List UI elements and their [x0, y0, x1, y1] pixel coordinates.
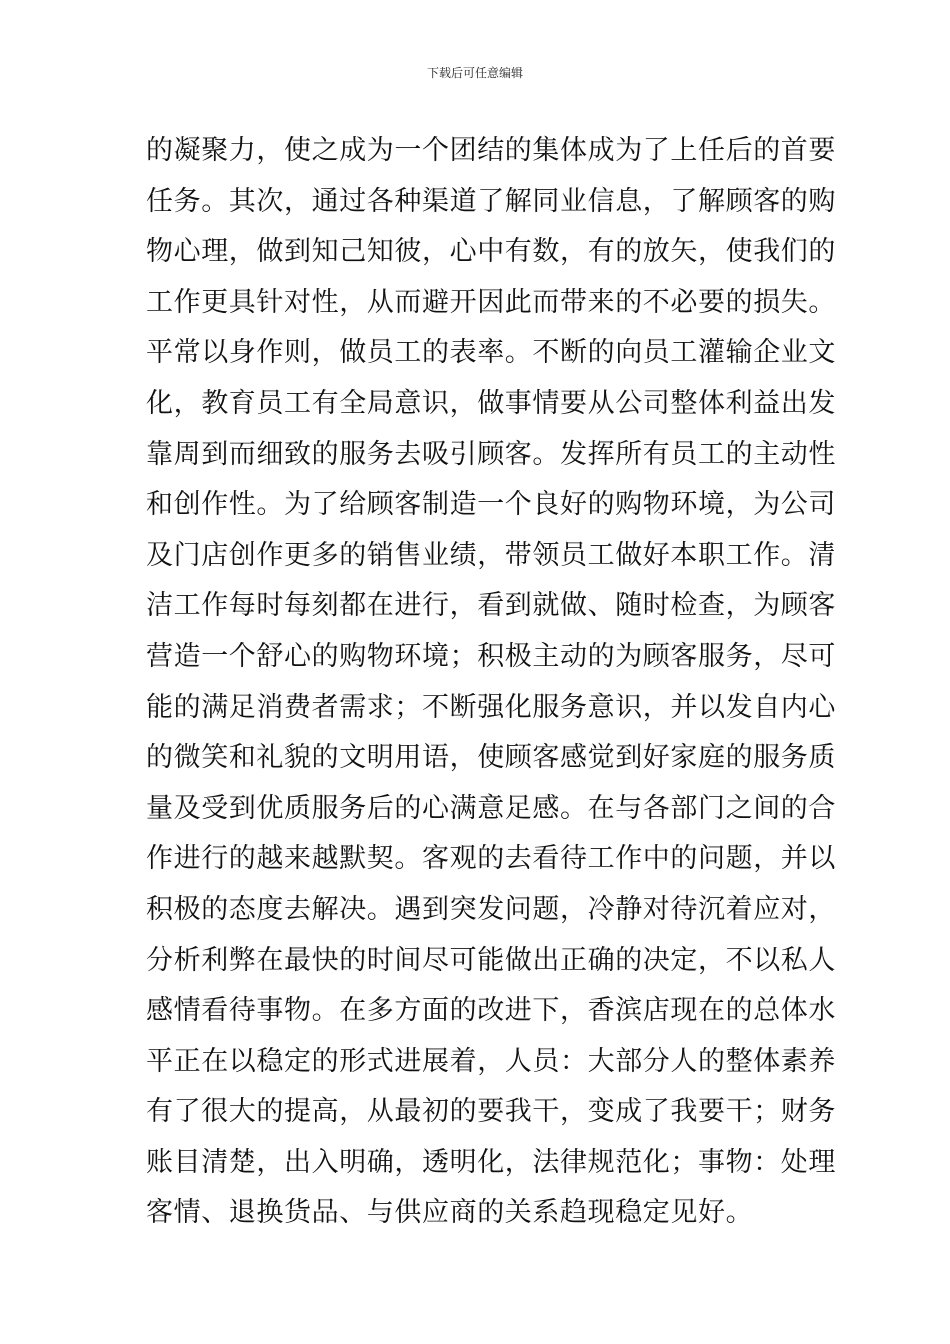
text-line: 的凝聚力，使之成为一个团结的集体成为了上任后的首要 [146, 135, 836, 166]
text-line: 及门店创作更多的销售业绩，带领员工做好本职工作。清 [146, 539, 836, 571]
text-line: 客情、退换货品、与供应商的关系趋现稳定见好。 [146, 1197, 754, 1229]
body-paragraph [146, 126, 836, 1239]
text-line: 化，教育员工有全局意识，做事情要从公司整体利益出发 [146, 387, 836, 419]
text-line: 任务。其次，通过各种渠道了解同业信息，了解顾客的购 [146, 185, 836, 217]
text-line: 靠周到而细致的服务去吸引顾客。发挥所有员工的主动性 [146, 438, 836, 470]
text-line: 平正在以稳定的形式进展着，人员：大部分人的整体素养 [146, 1045, 836, 1077]
text-line: 能的满足消费者需求；不断强化服务意识，并以发自内心 [146, 691, 836, 723]
text-line: 和创作性。为了给顾客制造一个良好的购物环境，为公司 [146, 489, 836, 521]
text-line: 洁工作每时每刻都在进行，看到就做、随时检查，为顾客 [146, 590, 836, 622]
text-line: 有了很大的提高，从最初的要我干，变成了我要干；财务 [146, 1096, 836, 1128]
text-line: 作进行的越来越默契。客观的去看待工作中的问题，并以 [146, 843, 836, 875]
text-line: 积极的态度去解决。遇到突发问题，冷静对待沉着应对， [146, 893, 836, 925]
text-line: 物心理，做到知己知彼，心中有数，有的放矢，使我们的 [146, 236, 836, 268]
text-line: 分析利弊在最快的时间尽可能做出正确的决定，不以私人 [146, 944, 836, 976]
text-line: 的微笑和礼貌的文明用语，使顾客感觉到好家庭的服务质 [146, 742, 836, 774]
text-line: 账目清楚，出入明确，透明化，法律规范化；事物：处理 [146, 1146, 836, 1178]
text-line: 平常以身作则，做员工的表率。不断的向员工灌输企业文 [146, 337, 836, 369]
text-line: 量及受到优质服务后的心满意足感。在与各部门之间的合 [146, 792, 836, 824]
text-line: 营造一个舒心的购物环境；积极主动的为顾客服务，尽可 [146, 640, 836, 672]
text-line: 感情看待事物。在多方面的改进下，香滨店现在的总体水 [146, 995, 836, 1027]
text-line: 工作更具针对性，从而避开因此而带来的不必要的损失。 [146, 286, 836, 318]
page-header: 下载后可任意编辑 [426, 66, 523, 80]
